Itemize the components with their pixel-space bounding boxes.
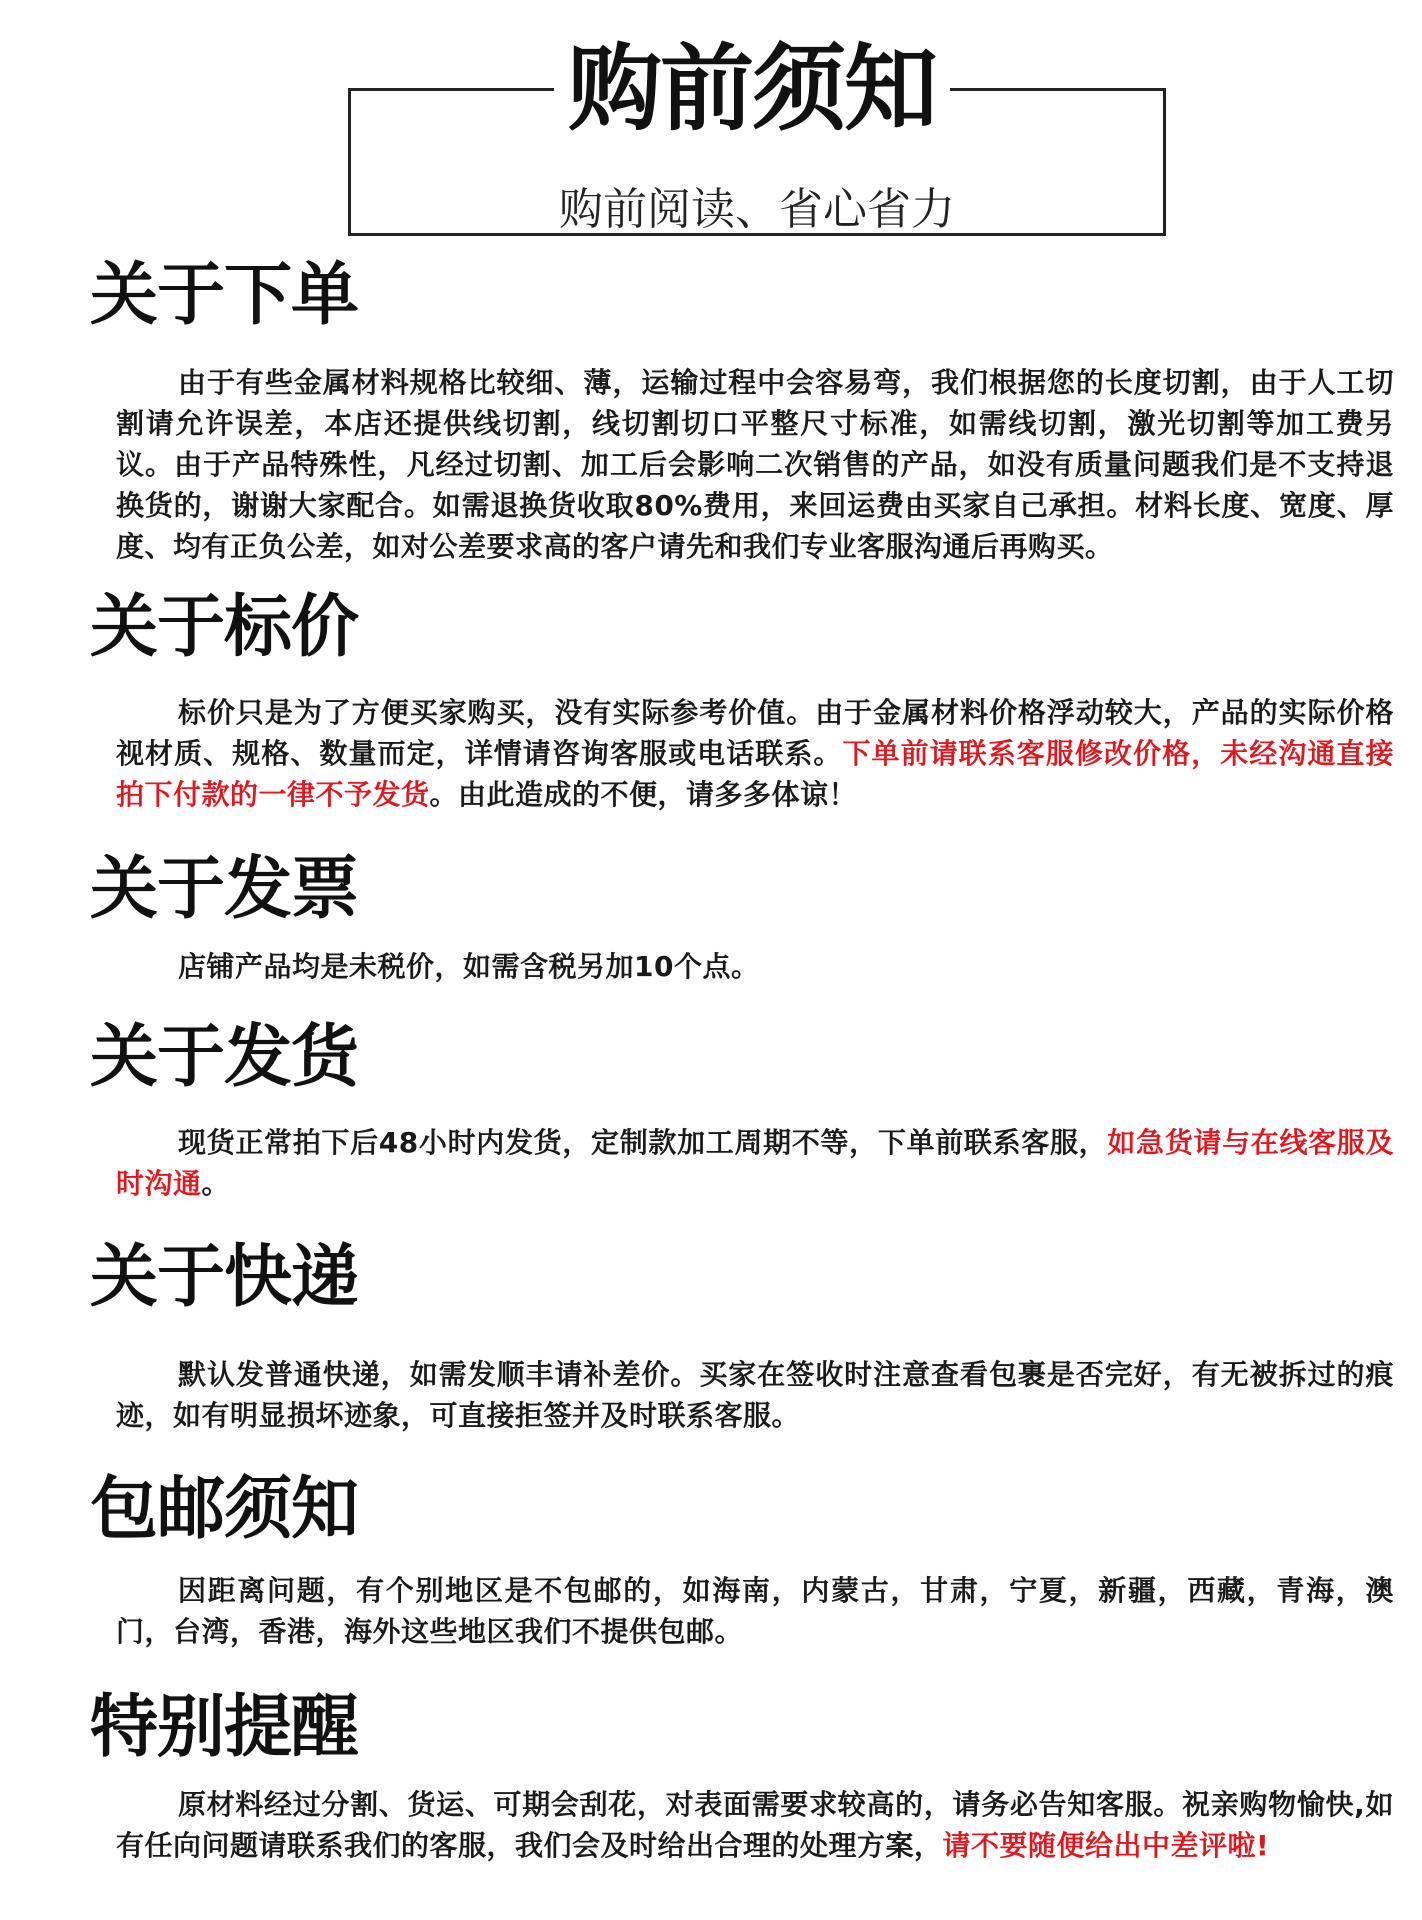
page-title: 购前须知 xyxy=(567,35,936,144)
notice-warning: 请不要随便给出中差评啦! xyxy=(942,1829,1270,1862)
pricing-text: 标价只是为了方便买家购买，没有实际参考价值。由于金属材料价格浮动较大，产品的实际价格视材质、规格、数量而定，详情请咨询客服或电话联系。 xyxy=(116,696,1394,770)
section-title-free-shipping: 包邮须知 xyxy=(90,1470,359,1549)
section-text-ordering: 由于有些金属材料规格比较细、薄，运输过程中会容易弯，我们根据您的长度切割，由于人工切割请允许误差，本店还提供线切割，线切割切口平整尺寸标准，如需线切割，激光切割等加工费另议。由于产品特殊性，凡经过切割、加工后会影响二次销售的产品，如没有质量问题我们是不支持退换货的，谢谢大家配合。如需退换货收取80%费用，来回运费由买家自己承担。材料长度、宽度、厚度、均有正负公差，如对公差要求高的客户请先和我们专业客服沟通后再购买。 xyxy=(116,366,1394,563)
page-subtitle: 购前阅读、省心省力 xyxy=(559,184,955,235)
pricing-warning: 下单前请联系客服修改价格，未经沟通直接拍下付款的一律不予发货 xyxy=(116,737,1394,811)
section-text-free-shipping: 因距离问题，有个别地区是不包邮的，如海南，内蒙古，甘肃，宁夏，新疆，西藏，青海，澳门，台湾，香港，海外这些地区我们不提供包邮。 xyxy=(116,1574,1394,1648)
section-text-special-notice xyxy=(116,1784,1394,1866)
header-rule-left xyxy=(348,88,554,91)
section-title-invoice: 关于发票 xyxy=(90,850,359,929)
section-title-special-notice: 特别提醒 xyxy=(90,1688,359,1767)
shipping-text-end: 。 xyxy=(201,1167,231,1200)
header-rule-right xyxy=(950,88,1166,91)
section-title-ordering: 关于下单 xyxy=(90,256,359,335)
section-title-pricing: 关于标价 xyxy=(90,588,359,667)
section-text-pricing xyxy=(116,692,1394,815)
shipping-warning: 如急货请与在线客服及时沟通 xyxy=(116,1126,1394,1200)
section-title-courier: 关于快递 xyxy=(90,1238,359,1317)
shipping-text: 现货正常拍下后48小时内发货，定制款加工周期不等，下单前联系客服， xyxy=(178,1126,1108,1159)
notice-text: 原材料经过分割、货运、可期会刮花，对表面需要求较高的，请务必告知客服。祝亲购物愉快,如有任向问题请联系我们的客服，我们会及时给出合理的处理方案， xyxy=(116,1788,1394,1862)
section-text-invoice: 店铺产品均是未税价，如需含税另加10个点。 xyxy=(178,950,760,983)
section-text-shipping xyxy=(116,1122,1394,1204)
section-text-courier: 默认发普通快递，如需发顺丰请补差价。买家在签收时注意查看包裹是否完好，有无被拆过的痕迹，如有明显损坏迹象，可直接拒签并及时联系客服。 xyxy=(116,1358,1394,1432)
pricing-text-end: 。由此造成的不便，请多多体谅！ xyxy=(429,778,858,811)
section-title-shipping: 关于发货 xyxy=(90,1018,359,1097)
